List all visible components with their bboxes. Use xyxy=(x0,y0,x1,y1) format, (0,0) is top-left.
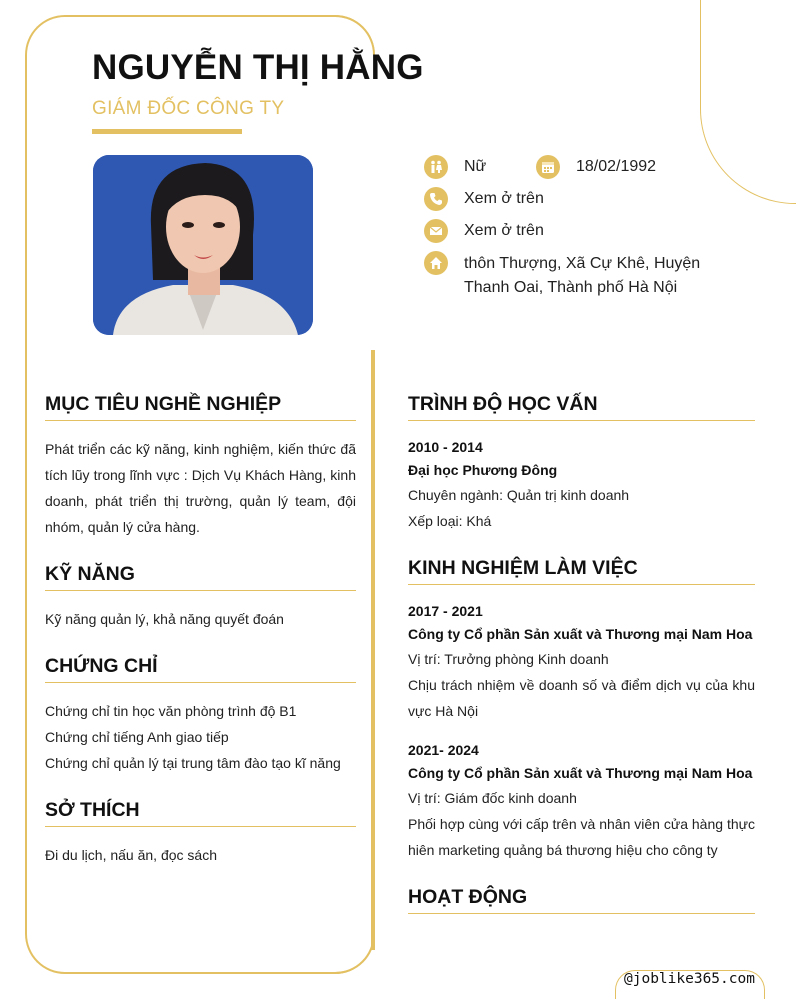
job-company: Công ty Cổ phần Sản xuất và Thương mại Nam Hoa xyxy=(408,626,753,642)
education-divider xyxy=(408,420,755,421)
email-value: Xem ở trên xyxy=(464,222,544,239)
job-description: Chịu trách nhiệm về doanh số và điểm dịch vụ của khu vực Hà Nội xyxy=(408,677,755,719)
activities-divider xyxy=(408,913,755,914)
objective-divider xyxy=(45,420,356,421)
watermark-text: @joblike365.com xyxy=(624,971,755,987)
job-company: Công ty Cổ phần Sản xuất và Thương mại Nam Hoa xyxy=(408,765,753,781)
decorative-arc xyxy=(700,0,796,204)
gender-value: Nữ xyxy=(464,158,487,175)
certificate-item: Chứng chỉ tin học văn phòng trình độ B1 xyxy=(45,703,297,719)
experience-heading: KINH NGHIỆM LÀM VIỆC xyxy=(408,557,638,579)
address-line-2: Thanh Oai, Thành phố Hà Nội xyxy=(464,279,678,296)
calendar-icon xyxy=(536,155,560,179)
gender-icon xyxy=(424,155,448,179)
email-row xyxy=(424,219,544,243)
phone-icon xyxy=(424,187,448,211)
profile-photo xyxy=(93,155,313,335)
card-frame-corner-bottom xyxy=(325,930,375,974)
certificate-item: Chứng chỉ quản lý tại trung tâm đào tạo kĩ năng xyxy=(45,755,341,771)
job-period: 2017 - 2021 xyxy=(408,603,483,619)
job-description: Phối hợp cùng với cấp trên và nhân viên cửa hàng thực hiên marketing quảng bá thương hiệu cho công ty xyxy=(408,816,755,858)
skills-divider xyxy=(45,590,356,591)
education-period: 2010 - 2014 xyxy=(408,439,483,455)
skills-text: Kỹ năng quản lý, khả năng quyết đoán xyxy=(45,611,284,627)
certificates-heading: CHỨNG CHỈ xyxy=(45,655,158,677)
hobbies-divider xyxy=(45,826,356,827)
job-period: 2021- 2024 xyxy=(408,742,479,758)
gender-row xyxy=(424,155,486,179)
phone-row xyxy=(424,187,544,211)
column-divider xyxy=(371,350,375,950)
hobbies-text: Đi du lịch, nấu ăn, đọc sách xyxy=(45,847,217,863)
education-grade: Xếp loại: Khá xyxy=(408,513,492,529)
activities-heading: HOẠT ĐỘNG xyxy=(408,886,528,908)
certificates-divider xyxy=(45,682,356,683)
objective-text: Phát triển các kỹ năng, kinh nghiệm, kiến thức đã tích lũy trong lĩnh vực : Dịch Vụ Khách Hàng, kinh doanh, phát triển thị trường, quản lý team, đội nhóm, quản lý cửa hàng. xyxy=(45,441,356,535)
hobbies-heading: SỞ THÍCH xyxy=(45,799,140,821)
birthdate-value: 18/02/1992 xyxy=(576,158,657,175)
address-line-1: thôn Thượng, Xã Cự Khê, Huyện xyxy=(464,255,701,272)
birthdate-row xyxy=(536,155,656,179)
candidate-name: NGUYỄN THỊ HẰNG xyxy=(92,48,424,87)
certificate-item: Chứng chỉ tiếng Anh giao tiếp xyxy=(45,729,229,745)
job-position: Vị trí: Trưởng phòng Kinh doanh xyxy=(408,651,609,667)
address-value xyxy=(464,252,724,300)
objective-heading: MỤC TIÊU NGHỀ NGHIỆP xyxy=(45,393,282,415)
address-row xyxy=(424,251,464,275)
job-title: GIÁM ĐỐC CÔNG TY xyxy=(92,98,285,119)
education-major: Chuyên ngành: Quản trị kinh doanh xyxy=(408,487,630,503)
home-icon xyxy=(424,251,448,275)
education-heading: TRÌNH ĐỘ HỌC VẤN xyxy=(408,393,598,415)
job-position: Vị trí: Giám đốc kinh doanh xyxy=(408,790,577,806)
education-school: Đại học Phương Đông xyxy=(408,462,558,478)
title-underline xyxy=(92,129,242,134)
skills-heading: KỸ NĂNG xyxy=(45,563,135,585)
phone-value: Xem ở trên xyxy=(464,190,544,207)
mail-icon xyxy=(424,219,448,243)
experience-divider xyxy=(408,584,755,585)
